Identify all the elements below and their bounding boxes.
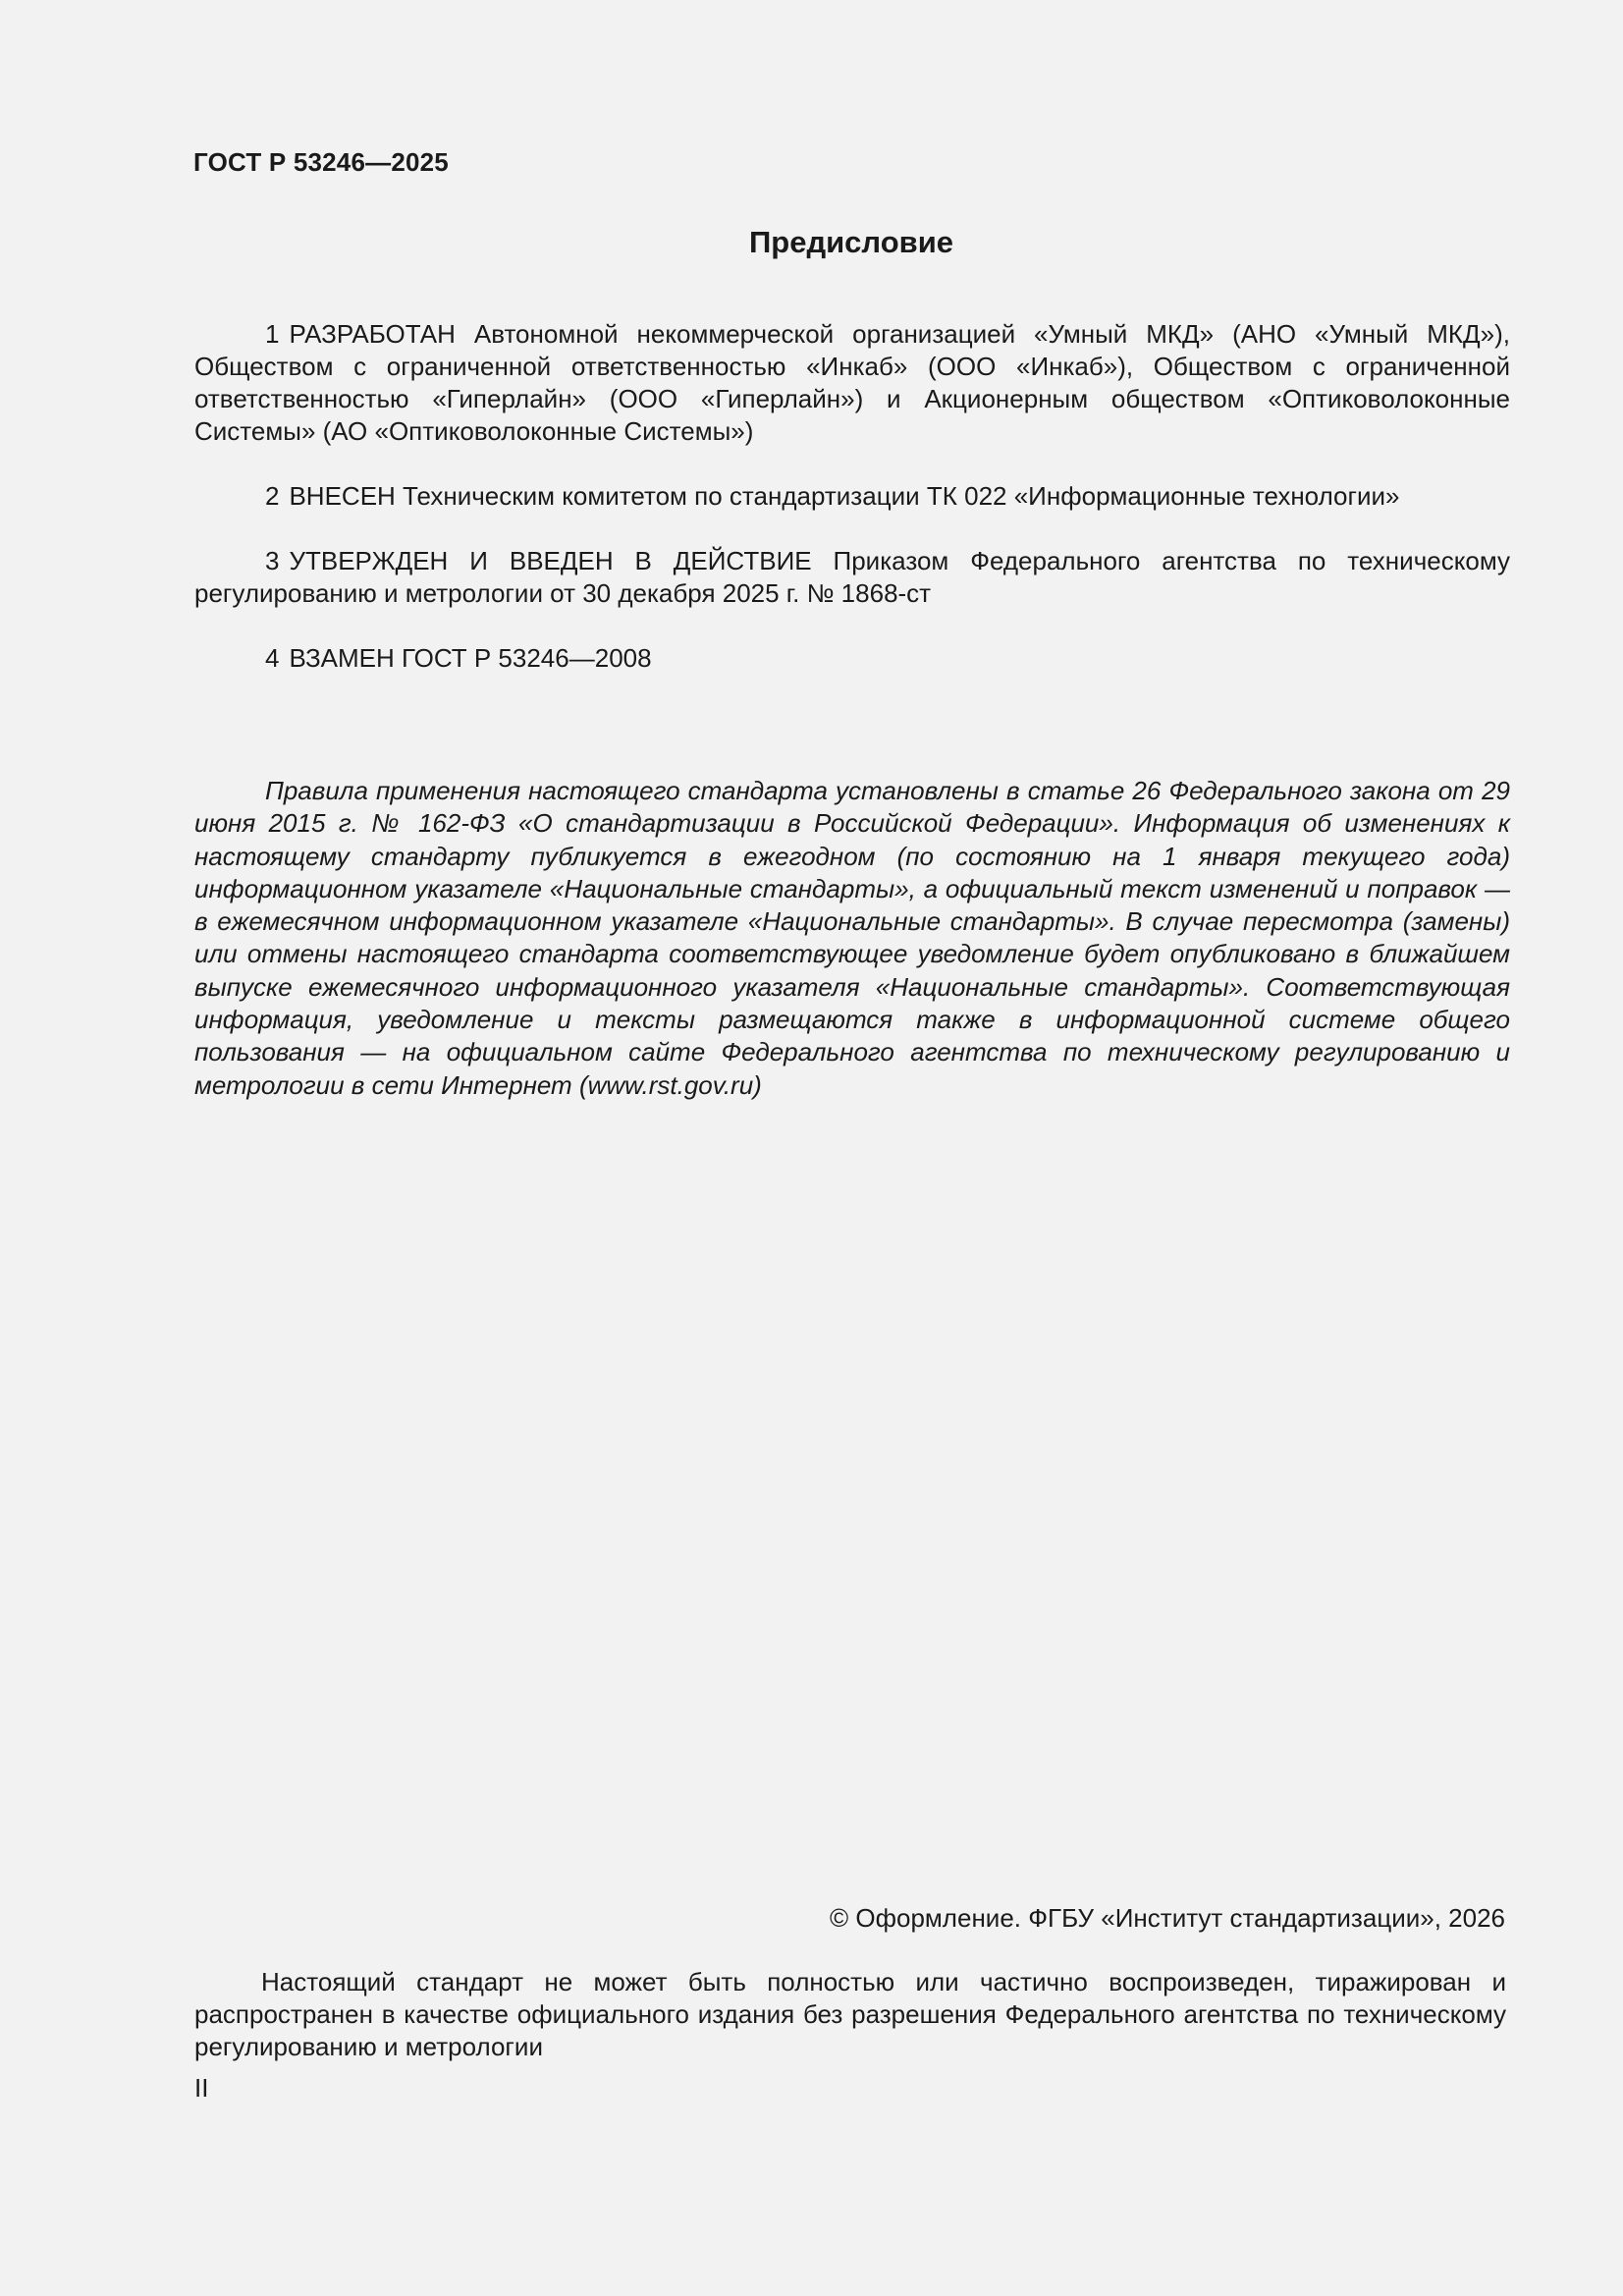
reproduction-notice: Настоящий стандарт не может быть полностью или частично воспроизведен, тиражирован и распространен в качестве официального издания без разрешения Федерального агентства по техническому регулированию и метрологии bbox=[194, 1967, 1506, 2061]
item-keyword: РАЗРАБОТАН bbox=[289, 319, 456, 349]
item-text: ГОСТ Р 53246—2008 bbox=[394, 643, 652, 673]
item-keyword: ВНЕСЕН bbox=[289, 481, 396, 511]
page-number: II bbox=[194, 2073, 209, 2103]
application-rules-note: Правила применения настоящего стандарта установлены в статье 26 Федерального закона от 29 июня 2015 г. № 162-ФЗ «О стандартизации в Российской Федерации». Информация об изменениях к настоящему стандарту публикуется в ежегодном (по состоянию на 1 января текущего года) информационном указателе «Национальные стандарты», а официальный текст изменений и поправок — в ежемесячном информационном указателе «Национальные стандарты». В случае пересмотра (замены) или отмены настоящего стандарта соответствующее уведомление будет опубликовано в ближайшем выпуске ежемесячного информационного указателя «Национальные стандарты». Соответствующая информация, уведомление и тексты размещаются также в информационной системе общего пользования — на официальном сайте Федерального агентства по техническому регулированию и метрологии в сети Интернет (www.rst.gov.ru) bbox=[194, 776, 1510, 1100]
document-code: ГОСТ Р 53246—2025 bbox=[193, 147, 449, 177]
item-number: 1 bbox=[265, 319, 280, 349]
preface-items bbox=[194, 318, 1510, 707]
item-keyword: ВЗАМЕН bbox=[289, 643, 395, 673]
item-text: Приказом Федерального агентства по техническому регулированию и метрологии от 30 декабря 2025 г. № 1868-ст bbox=[194, 546, 1510, 608]
item-text: Автономной некоммерческой организацией «Умный МКД» (АНО «Умный МКД»), Обществом с ограниченной ответственностью «Инкаб» (ООО «Инкаб»), Обществом с ограниченной ответственностью «Гиперлайн» (ООО «Гиперлайн») и Акционерным обществом «Оптиковолоконные Системы» (АО «Оптиковолоконные Системы») bbox=[194, 319, 1510, 446]
preface-item-3 bbox=[194, 545, 1510, 610]
item-number: 2 bbox=[265, 481, 280, 511]
section-title: Предисловие bbox=[748, 225, 953, 259]
item-keyword: УТВЕРЖДЕН И ВВЕДЕН В ДЕЙСТВИЕ bbox=[289, 546, 812, 575]
preface-item-2 bbox=[194, 480, 1510, 513]
copyright-notice: © Оформление. ФГБУ «Институт стандартизации», 2026 bbox=[830, 1903, 1505, 1933]
item-text: Техническим комитетом по стандартизации ТК 022 «Информационные технологии» bbox=[395, 481, 1400, 511]
preface-item-4 bbox=[194, 642, 1510, 675]
item-number: 3 bbox=[265, 546, 280, 575]
preface-item-1 bbox=[194, 318, 1510, 448]
item-number: 4 bbox=[265, 643, 280, 673]
